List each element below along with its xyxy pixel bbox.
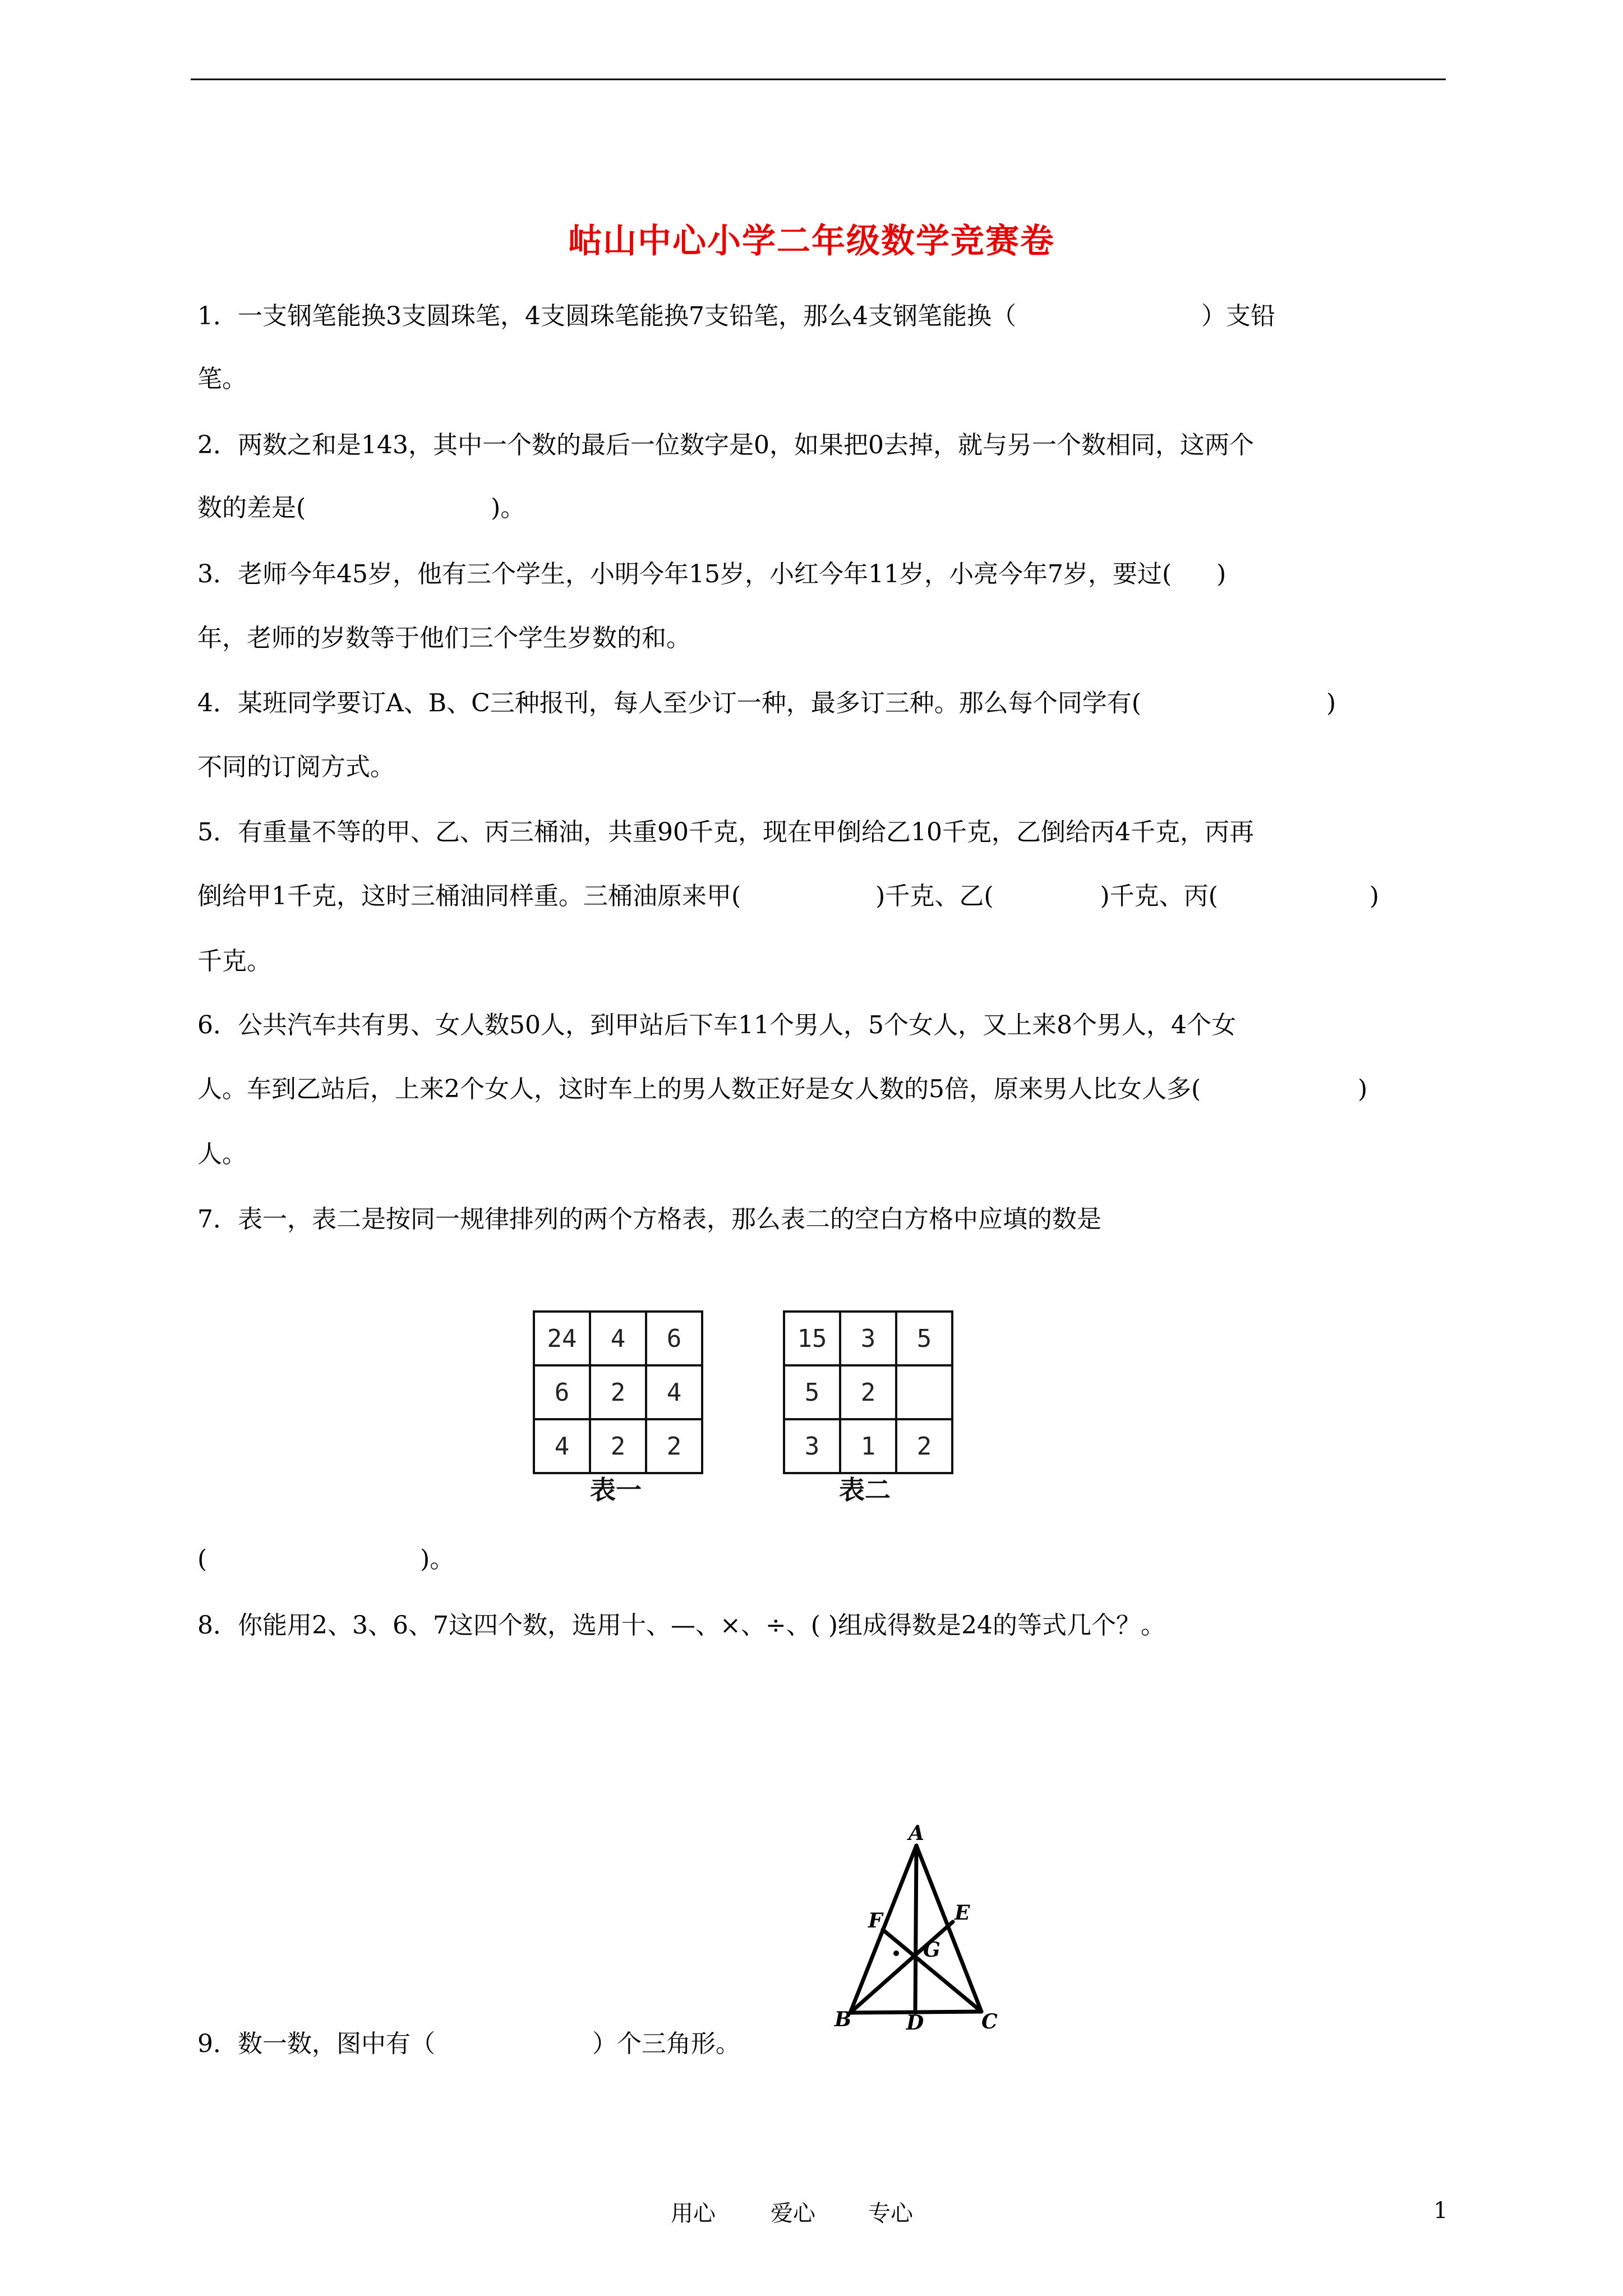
question-6-line-1: 6．公共汽车共有男、女人数50人，到甲站后下车11个男人，5个女人，又上来8个男人，4个女 xyxy=(197,1011,1236,1039)
q7-answer-b: )。 xyxy=(420,1545,455,1573)
q2-text-b: )。 xyxy=(491,494,525,522)
triangle-figure xyxy=(830,1823,1021,2036)
table-cell: 2 xyxy=(590,1419,646,1473)
question-5-line-2 xyxy=(197,881,1448,912)
table-one-caption: 表一 xyxy=(590,1475,642,1505)
question-5-line-3: 千克。 xyxy=(197,947,271,976)
q5-text-d: ) xyxy=(1369,882,1380,910)
table-cell: 4 xyxy=(646,1365,702,1419)
footer-text-2: 爱心 xyxy=(771,2201,815,2226)
q5-text-a: 倒给甲1千克，这时三桶油同样重。三桶油原来甲( xyxy=(197,882,741,910)
table-cell: 2 xyxy=(590,1365,646,1419)
page-number: 1 xyxy=(1433,2198,1448,2224)
table-row xyxy=(784,1419,952,1473)
table-cell: 5 xyxy=(896,1312,952,1365)
table-cell: 1 xyxy=(840,1419,896,1473)
label-c: C xyxy=(981,2010,998,2033)
page-title: 岵山中心小学二年级数学竞赛卷 xyxy=(568,222,1055,261)
question-7-line-1: 7．表一，表二是按同一规律排列的两个方格表，那么表二的空白方格中应填的数是 xyxy=(197,1205,1101,1234)
table-cell: 2 xyxy=(840,1365,896,1419)
table-cell: 2 xyxy=(646,1419,702,1473)
label-e: E xyxy=(955,1901,970,1925)
q9-text-b: ）个三角形。 xyxy=(592,2030,740,2058)
dot xyxy=(893,1950,899,1956)
question-1-line-2: 笔。 xyxy=(197,365,247,393)
question-6-line-3: 人。 xyxy=(197,1140,247,1168)
table-cell: 6 xyxy=(646,1312,702,1365)
question-1-line-1 xyxy=(197,301,1448,332)
q6-text-b: ) xyxy=(1358,1075,1368,1103)
table-cell: 15 xyxy=(784,1312,840,1365)
q3-text-a: 3．老师今年45岁，他有三个学生，小明今年15岁，小红今年11岁，小亮今年7岁，要过( xyxy=(197,560,1172,588)
header-rule xyxy=(191,79,1446,80)
table-row xyxy=(534,1312,702,1365)
question-3-line-2: 年，老师的岁数等于他们三个学生岁数的和。 xyxy=(197,624,691,652)
table-one xyxy=(533,1310,703,1474)
footer-text-1: 用心 xyxy=(671,2201,716,2226)
question-2-line-1: 2．两数之和是143，其中一个数的最后一位数字是0，如果把0去掉，就与另一个数相同，这两个 xyxy=(197,431,1254,459)
q1-text-a: 1．一支钢笔能换3支圆珠笔，4支圆珠笔能换7支铅笔，那么4支钢笔能换（ xyxy=(197,302,1016,330)
line-be xyxy=(850,1922,953,2013)
table-row xyxy=(784,1312,952,1365)
question-4-line-1 xyxy=(197,688,1448,719)
table-row xyxy=(534,1365,702,1419)
q9-text-a: 9．数一数，图中有（ xyxy=(197,2030,435,2058)
question-5-line-1: 5．有重量不等的甲、乙、丙三桶油，共重90千克，现在甲倒给乙10千克，乙倒给丙4千克，丙再 xyxy=(197,818,1254,846)
question-8-line-1: 8．你能用2、3、6、7这四个数，选用十、—、×、÷、( )组成得数是24的等式几个？。 xyxy=(197,1611,1166,1640)
table-two-caption: 表二 xyxy=(839,1475,891,1505)
question-9-line-1 xyxy=(197,2028,1448,2060)
table-cell: 24 xyxy=(534,1312,590,1365)
label-d: D xyxy=(906,2011,924,2035)
table-two xyxy=(783,1310,953,1474)
table-cell xyxy=(896,1365,952,1419)
table-row xyxy=(534,1419,702,1473)
q5-text-b: )千克、乙( xyxy=(875,882,994,910)
question-4-line-2: 不同的订阅方式。 xyxy=(197,753,395,781)
median-ad xyxy=(915,1846,916,2013)
q4-text-a: 4．某班同学要订A、B、C三种报刊，每人至少订一种，最多订三种。那么每个同学有( xyxy=(197,689,1141,717)
table-cell: 5 xyxy=(784,1365,840,1419)
question-2-line-2 xyxy=(197,493,1448,524)
label-f: F xyxy=(868,1909,883,1932)
table-cell: 6 xyxy=(534,1365,590,1419)
question-6-line-2 xyxy=(197,1074,1448,1105)
q2-text-a: 数的差是( xyxy=(197,494,306,522)
q4-text-b: ) xyxy=(1326,689,1336,717)
question-3-line-1 xyxy=(197,559,1448,590)
table-cell: 4 xyxy=(534,1419,590,1473)
q5-text-c: )千克、丙( xyxy=(1100,882,1218,910)
q1-text-b: ）支铅 xyxy=(1201,302,1275,330)
question-7-answer xyxy=(197,1544,1448,1575)
label-b: B xyxy=(834,2008,852,2031)
table-cell: 3 xyxy=(840,1312,896,1365)
label-a: A xyxy=(909,1823,924,1845)
table-cell: 2 xyxy=(896,1419,952,1473)
q6-text-a: 人。车到乙站后，上来2个女人，这时车上的男人数正好是女人数的5倍，原来男人比女人多( xyxy=(197,1075,1201,1103)
table-cell: 3 xyxy=(784,1419,840,1473)
footer-text-3: 专心 xyxy=(868,2201,913,2226)
table-row xyxy=(784,1365,952,1419)
q7-answer-a: ( xyxy=(197,1545,208,1573)
q3-text-b: ) xyxy=(1216,560,1227,588)
table-cell: 4 xyxy=(590,1312,646,1365)
label-g: G xyxy=(923,1938,940,1962)
